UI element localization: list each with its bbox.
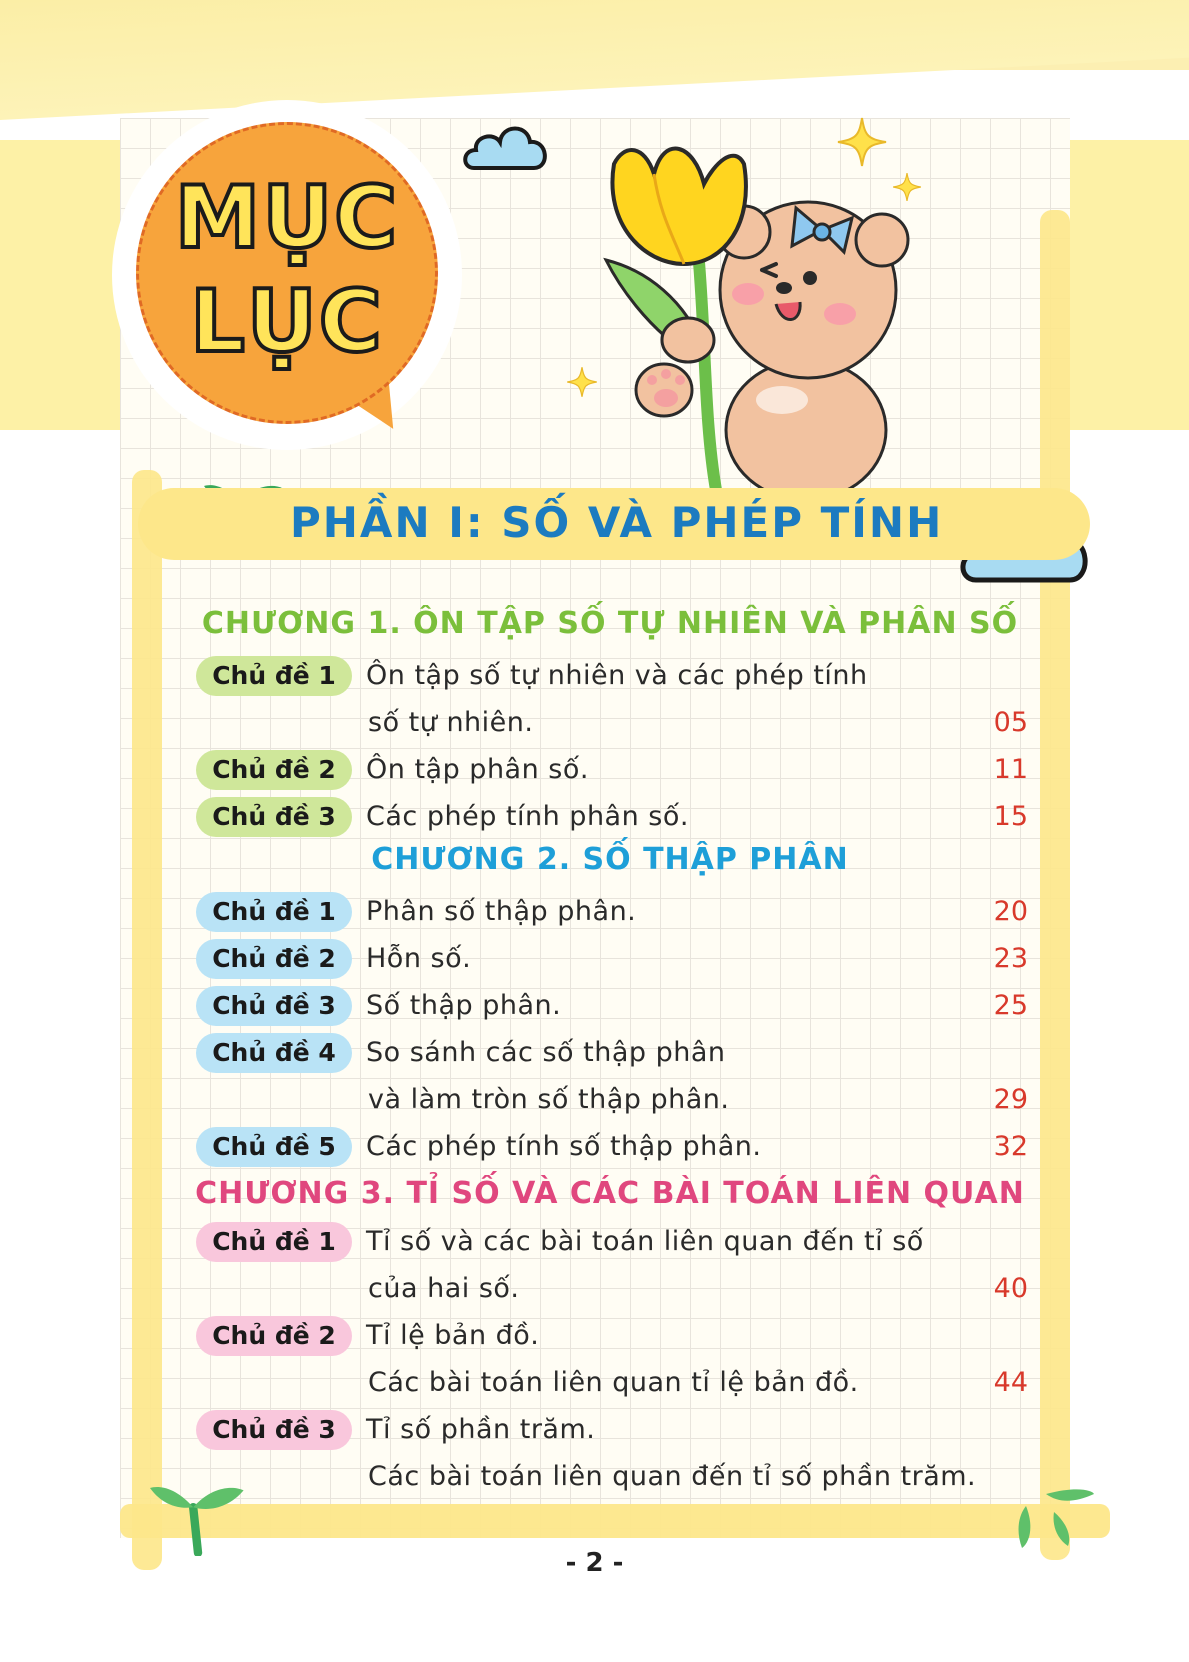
topic-label: Chủ đề 2 — [196, 939, 352, 979]
toc-entry-text[interactable]: Các phép tính phân số. — [366, 801, 689, 832]
toc-entry-text[interactable]: Số thập phân. — [366, 990, 562, 1021]
toc-entry-text[interactable]: Ôn tập phân số. — [366, 754, 589, 785]
topic-label: Chủ đề 1 — [196, 1222, 352, 1262]
page-number: - 2 - — [565, 1548, 624, 1578]
toc-page-number[interactable]: 15 — [993, 801, 1028, 832]
part-heading: PHẦN I: SỐ VÀ PHÉP TÍNH — [290, 498, 944, 547]
toc-entry-text[interactable]: Phân số thập phân. — [366, 896, 637, 927]
toc-page-number[interactable]: 32 — [993, 1131, 1028, 1162]
topic-label: Chủ đề 2 — [196, 1316, 352, 1356]
toc-entry-text-cont[interactable]: Các bài toán liên quan đến tỉ số phần trăm. — [368, 1461, 977, 1492]
topic-label: Chủ đề 1 — [196, 656, 352, 696]
toc-entry-text[interactable]: Ôn tập số tự nhiên và các phép tính — [366, 660, 868, 691]
toc-entry-text-cont[interactable]: số tự nhiên. — [368, 707, 534, 738]
topic-label: Chủ đề 5 — [196, 1127, 352, 1167]
frame-left — [132, 470, 162, 1570]
toc-entry-text[interactable]: So sánh các số thập phân — [366, 1037, 726, 1068]
page-title-line2: LỤC — [190, 272, 384, 372]
toc-entry-text[interactable]: Tỉ số phần trăm. — [366, 1414, 596, 1445]
toc-entry-text-cont[interactable]: của hai số. — [368, 1273, 520, 1304]
toc-page-number[interactable]: 11 — [993, 754, 1028, 785]
toc-page-number[interactable]: 20 — [993, 896, 1028, 927]
frame-bottom — [120, 1504, 1110, 1538]
toc-page-number[interactable]: 29 — [993, 1084, 1028, 1115]
topic-label: Chủ đề 3 — [196, 1410, 352, 1450]
toc-entry-text[interactable]: Tỉ số và các bài toán liên quan đến tỉ số — [366, 1226, 924, 1257]
topic-label: Chủ đề 2 — [196, 750, 352, 790]
sprout-icon — [150, 1468, 246, 1556]
tulip-icon — [594, 124, 764, 274]
topic-label: Chủ đề 4 — [196, 1033, 352, 1073]
toc-page-number[interactable]: 05 — [993, 707, 1028, 738]
cloud-icon — [462, 118, 552, 174]
frame-right — [1040, 210, 1070, 1560]
chapter-3-title: CHƯƠNG 3. TỈ SỐ VÀ CÁC BÀI TOÁN LIÊN QUAN — [195, 1176, 1025, 1211]
toc-page-number[interactable]: 44 — [993, 1367, 1028, 1398]
topic-label: Chủ đề 1 — [196, 892, 352, 932]
leaf-icon — [1006, 1486, 1096, 1550]
toc-page-number[interactable]: 23 — [993, 943, 1028, 974]
toc-page-number[interactable]: 40 — [993, 1273, 1028, 1304]
toc-entry-text[interactable]: Các phép tính số thập phân. — [366, 1131, 762, 1162]
chapter-2-title: CHƯƠNG 2. SỐ THẬP PHÂN — [371, 842, 849, 877]
topic-label: Chủ đề 3 — [196, 986, 352, 1026]
page-title-line1: MỤC — [174, 168, 400, 268]
bg-highlight-stripe — [0, 0, 1189, 120]
chapter-1-title: CHƯƠNG 1. ÔN TẬP SỐ TỰ NHIÊN VÀ PHÂN SỐ — [201, 606, 1019, 641]
toc-page-number[interactable]: 25 — [993, 990, 1028, 1021]
toc-entry-text[interactable]: Tỉ lệ bản đồ. — [366, 1320, 540, 1351]
toc-entry-text-cont[interactable]: và làm tròn số thập phân. — [368, 1084, 730, 1115]
toc-entry-text-cont[interactable]: Các bài toán liên quan tỉ lệ bản đồ. — [368, 1367, 859, 1398]
toc-entry-text[interactable]: Hỗn số. — [366, 943, 472, 974]
topic-label: Chủ đề 3 — [196, 797, 352, 837]
